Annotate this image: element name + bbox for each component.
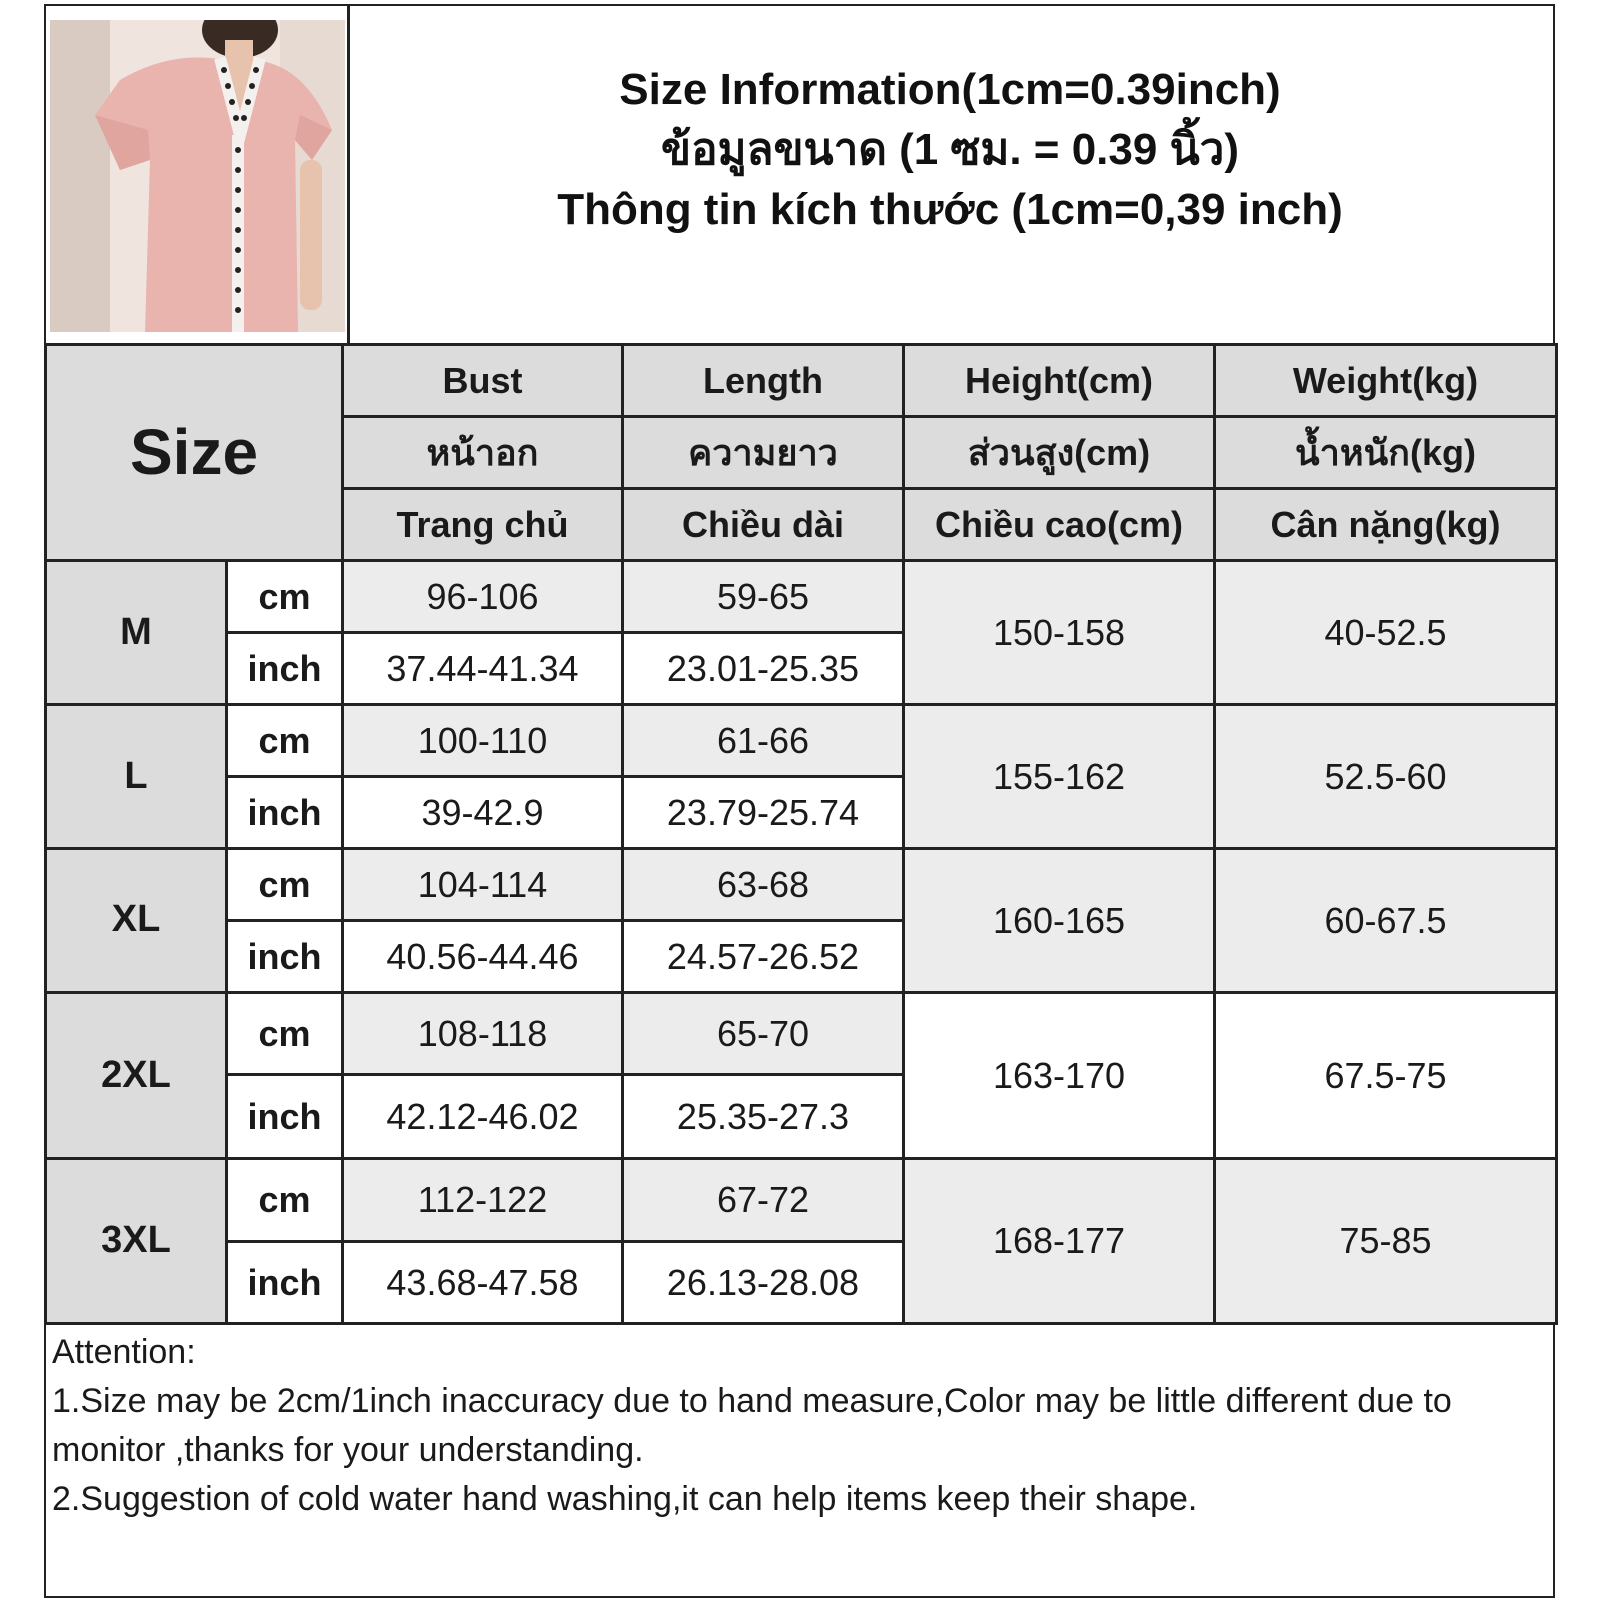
header-line-en: Size Information(1cm=0.39inch) bbox=[619, 65, 1281, 114]
length-header-vi: Chiều dài bbox=[623, 488, 904, 560]
weight-range: 52.5-60 bbox=[1215, 704, 1557, 848]
length-header-th: ความยาว bbox=[623, 416, 904, 488]
unit-cm: cm bbox=[227, 1159, 343, 1241]
bust-cm: 100-110 bbox=[343, 704, 623, 776]
length-cm: 61-66 bbox=[623, 704, 904, 776]
length-cm: 59-65 bbox=[623, 560, 904, 632]
height-header-vi: Chiều cao(cm) bbox=[904, 488, 1215, 560]
size-label: 2XL bbox=[46, 992, 227, 1159]
bust-cm: 108-118 bbox=[343, 992, 623, 1074]
weight-range: 60-67.5 bbox=[1215, 848, 1557, 992]
bust-inch: 40.56-44.46 bbox=[343, 920, 623, 992]
weight-header-vi: Cân nặng(kg) bbox=[1215, 488, 1557, 560]
product-photo bbox=[50, 20, 345, 332]
unit-inch: inch bbox=[227, 920, 343, 992]
height-range: 163-170 bbox=[904, 992, 1215, 1159]
bust-cm: 96-106 bbox=[343, 560, 623, 632]
weight-header-th: น้ำหนัก(kg) bbox=[1215, 416, 1557, 488]
length-inch: 23.01-25.35 bbox=[623, 632, 904, 704]
length-cm: 63-68 bbox=[623, 848, 904, 920]
attention-note-2: 2.Suggestion of cold water hand washing,it can help items keep their shape. bbox=[52, 1480, 1198, 1518]
unit-cm: cm bbox=[227, 848, 343, 920]
header-line-vi: Thông tin kích thước (1cm=0,39 inch) bbox=[557, 185, 1343, 234]
table-row bbox=[46, 1159, 1557, 1241]
unit-inch: inch bbox=[227, 632, 343, 704]
bust-header-th: หน้าอก bbox=[343, 416, 623, 488]
attention-title: Attention: bbox=[52, 1333, 196, 1371]
height-header-en: Height(cm) bbox=[904, 345, 1215, 417]
weight-range: 67.5-75 bbox=[1215, 992, 1557, 1159]
attention-note-1: 1.Size may be 2cm/1inch inaccuracy due to hand measure,Color may be little different due to monitor ,thanks for your understanding. bbox=[52, 1382, 1452, 1469]
unit-cm: cm bbox=[227, 704, 343, 776]
height-range: 168-177 bbox=[904, 1159, 1215, 1324]
unit-cm: cm bbox=[227, 560, 343, 632]
size-label: L bbox=[46, 704, 227, 848]
height-range: 150-158 bbox=[904, 560, 1215, 704]
length-cm: 67-72 bbox=[623, 1159, 904, 1241]
size-column-header: Size bbox=[46, 345, 343, 561]
length-inch: 24.57-26.52 bbox=[623, 920, 904, 992]
length-inch: 26.13-28.08 bbox=[623, 1241, 904, 1323]
weight-range: 75-85 bbox=[1215, 1159, 1557, 1324]
bust-inch: 42.12-46.02 bbox=[343, 1075, 623, 1159]
attention-notes bbox=[52, 1328, 1542, 1524]
bust-inch: 39-42.9 bbox=[343, 776, 623, 848]
bust-header-en: Bust bbox=[343, 345, 623, 417]
height-header-th: ส่วนสูง(cm) bbox=[904, 416, 1215, 488]
height-range: 160-165 bbox=[904, 848, 1215, 992]
bust-header-vi: Trang chủ bbox=[343, 488, 623, 560]
length-inch: 25.35-27.3 bbox=[623, 1075, 904, 1159]
bust-inch: 37.44-41.34 bbox=[343, 632, 623, 704]
size-label: 3XL bbox=[46, 1159, 227, 1324]
header-row-en bbox=[46, 345, 1557, 417]
table-row bbox=[46, 992, 1557, 1074]
table-row bbox=[46, 704, 1557, 776]
weight-range: 40-52.5 bbox=[1215, 560, 1557, 704]
bust-inch: 43.68-47.58 bbox=[343, 1241, 623, 1323]
length-header-en: Length bbox=[623, 345, 904, 417]
size-label: XL bbox=[46, 848, 227, 992]
bust-cm: 104-114 bbox=[343, 848, 623, 920]
table-row bbox=[46, 848, 1557, 920]
unit-inch: inch bbox=[227, 776, 343, 848]
unit-inch: inch bbox=[227, 1075, 343, 1159]
unit-inch: inch bbox=[227, 1241, 343, 1323]
length-cm: 65-70 bbox=[623, 992, 904, 1074]
bust-cm: 112-122 bbox=[343, 1159, 623, 1241]
table-row bbox=[46, 560, 1557, 632]
height-range: 155-162 bbox=[904, 704, 1215, 848]
unit-cm: cm bbox=[227, 992, 343, 1074]
size-label: M bbox=[46, 560, 227, 704]
header-line-th: ข้อมูลขนาด (1 ซม. = 0.39 นิ้ว) bbox=[660, 125, 1239, 174]
weight-header-en: Weight(kg) bbox=[1215, 345, 1557, 417]
size-table bbox=[44, 343, 1558, 1325]
length-inch: 23.79-25.74 bbox=[623, 776, 904, 848]
size-info-header bbox=[350, 60, 1550, 240]
